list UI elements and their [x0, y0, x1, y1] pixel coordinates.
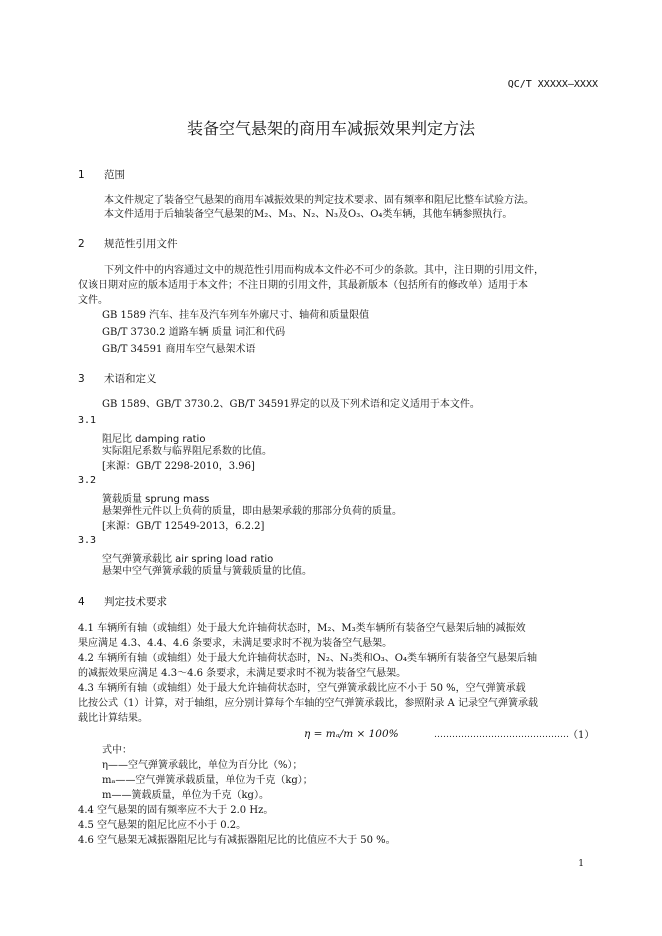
term-title: 簧载质量 sprung mass [102, 494, 210, 505]
section-1-heading [78, 167, 125, 182]
section-2-heading [78, 236, 178, 251]
clause-4-3-line: 比按公式（1）计算，对于轴组，应分别计算每个车轴的空气弹簧承载比，参照附录 A 记录空气弹簧承载 [78, 698, 538, 709]
section-4-heading [78, 594, 167, 609]
document-title: 装备空气悬架的商用车减振效果判定方法 [186, 119, 475, 138]
standard-number: QC/T XXXXX—XXXX [507, 79, 598, 90]
term-definition: 实际阻尼系数与临界阻尼系数的比值。 [102, 446, 272, 457]
section-3-heading [78, 371, 157, 386]
section-title: 判定技术要求 [104, 596, 167, 608]
term-source: [来源：GB/T 2298-2010，3.96] [102, 461, 255, 472]
section-number: 1 [78, 169, 85, 181]
formula: η = mₐ/m × 100% [304, 728, 399, 740]
formula-number: （1） [568, 730, 595, 741]
reference-item: GB 1589 汽车、挂车及汽车列车外廓尺寸、轴荷和质量限值 [102, 310, 370, 321]
section-title: 规范性引用文件 [104, 238, 178, 250]
term-number: 3.3 [78, 535, 97, 546]
term-definition: 悬架中空气弹簧承载的质量与簧载质量的比值。 [102, 566, 312, 577]
clause-4-5: 4.5 空气悬架的阻尼比应不小于 0.2。 [78, 820, 247, 831]
paragraph: 本文件适用于后轴装备空气悬架的M₂、M₃、N₂、N₃及O₃、O₄类车辆，其他车辆参照执行。 [104, 209, 513, 220]
clause-4-1-line: 果应满足 4.3、4.4、4.6 条要求，未满足要求时不视为装备空气悬架。 [78, 638, 393, 649]
term-title: 阻尼比 damping ratio [102, 434, 206, 445]
clause-4-3-line: 载比计算结果。 [78, 713, 148, 724]
paragraph: 本文件规定了装备空气悬架的商用车减振效果的判定技术要求、固有频率和阻尼比整车试验方法。 [104, 195, 534, 206]
reference-item: GB/T 34591 商用车空气悬架术语 [102, 344, 256, 355]
paragraph: GB 1589、GB/T 3730.2、GB/T 34591界定的以及下列术语和定义适用于本文件。 [102, 399, 480, 410]
term-definition: 悬架弹性元件以上负荷的质量，即由悬架承载的那部分负荷的质量。 [102, 506, 402, 517]
clause-4-3-line: 4.3 车辆所有轴（或轴组）处于最大允许轴荷状态时，空气弹簧承载比应不小于 50 %，空气弹簧承载 [78, 683, 526, 694]
page-number: 1 [578, 859, 584, 869]
section-number: 4 [78, 596, 85, 608]
section-number: 3 [78, 373, 85, 385]
variable-definition: mₐ——空气弹簧承载质量，单位为千克（kg）； [102, 775, 313, 786]
clause-4-6: 4.6 空气悬架无减振器阻尼比与有减振器阻尼比的比值应不大于 50 %。 [78, 835, 396, 846]
variable-definition: η——空气弹簧承载比，单位为百分比（%）； [102, 760, 303, 771]
variable-definition: m——簧载质量，单位为千克（kg）。 [102, 790, 269, 801]
section-number: 2 [78, 238, 85, 250]
clause-4-2-line: 的减振效果应满足 4.3～4.6 条要求，未满足要求时不视为装备空气悬架。 [78, 668, 407, 679]
term-title: 空气弹簧承载比 air spring load ratio [102, 554, 274, 565]
formula-leader-dots: ……………………………………… [434, 730, 569, 740]
reference-item: GB/T 3730.2 道路车辆 质量 词汇和代码 [102, 327, 286, 338]
term-number: 3.1 [78, 415, 97, 426]
where-label: 式中： [102, 745, 132, 756]
section-title: 术语和定义 [104, 373, 157, 385]
section-title: 范围 [104, 169, 125, 181]
paragraph-line: 文件。 [78, 295, 108, 306]
term-source: [来源：GB/T 12549-2013，6.2.2] [102, 521, 265, 532]
term-number: 3.2 [78, 475, 97, 486]
paragraph-line: 下列文件中的内容通过文中的规范性引用而构成本文件必不可少的条款。其中，注日期的引用文件， [104, 265, 544, 276]
clause-4-4: 4.4 空气悬架的固有频率应不大于 2.0 Hz。 [78, 805, 274, 816]
clause-4-1-line: 4.1 车辆所有轴（或轴组）处于最大允许轴荷状态时，M₂、M₃类车辆所有装备空气悬架后轴的减振效 [78, 623, 526, 634]
paragraph-line: 仅该日期对应的版本适用于本文件；不注日期的引用文件，其最新版本（包括所有的修改单）适用于本 [78, 280, 528, 291]
clause-4-2-line: 4.2 车辆所有轴（或轴组）处于最大允许轴荷状态时，N₂、N₃类和O₃、O₄类车辆所有装备空气悬架后轴 [78, 653, 538, 664]
